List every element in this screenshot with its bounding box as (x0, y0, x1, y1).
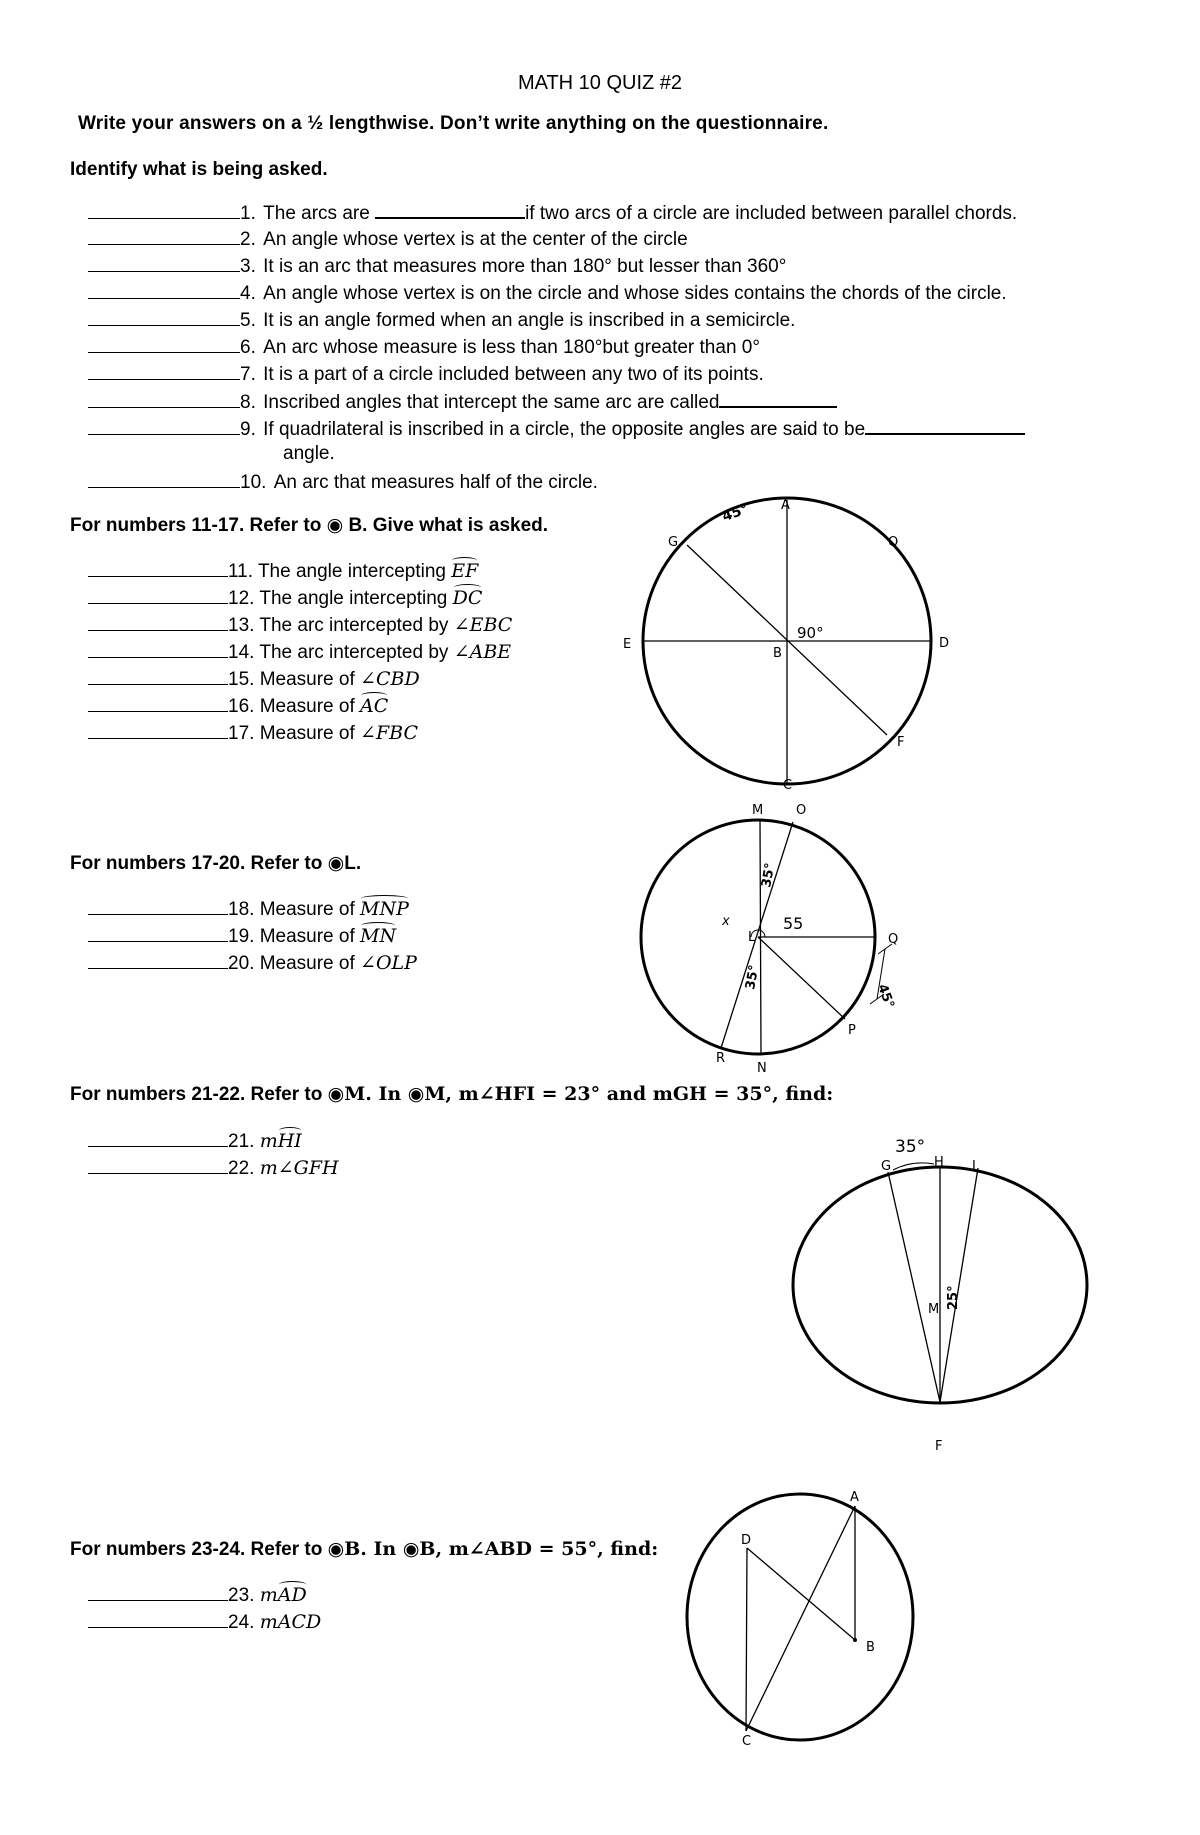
label-b: B (866, 1640, 875, 1655)
question-24: 24. mACD (88, 1610, 321, 1634)
circle-b2 (687, 1494, 913, 1740)
question-9-cont: angle. (283, 443, 335, 464)
label-e: E (623, 637, 632, 652)
label-a: A (850, 1490, 859, 1505)
identify-heading: Identify what is being asked. (70, 159, 328, 180)
label-c: C (783, 778, 793, 793)
question-11: 11. The angle intercepting EF (88, 559, 478, 583)
angle-25-label: 25° (946, 1285, 961, 1310)
label-h: H (934, 1155, 944, 1170)
chord-gf (888, 1172, 940, 1402)
label-o: O (796, 803, 807, 818)
chord-dc (746, 1548, 747, 1731)
label-g: G (881, 1159, 892, 1174)
chord-or (721, 822, 793, 1048)
question-17: 17. Measure of ∠FBC (88, 721, 418, 745)
section-23-24-heading: For numbers 23-24. Refer to ◉B. In ◉B, m∠ABD = 55°, find: (70, 1538, 659, 1560)
label-r: R (716, 1051, 726, 1066)
arc-35-label: 35° (895, 1137, 926, 1157)
question-5: 5. It is an angle formed when an angle is inscribed in a semicircle. (88, 308, 795, 332)
question-1: 1. The arcs are if two arcs of a circle are included between parallel chords. (88, 200, 1017, 225)
label-c: C (742, 1734, 752, 1749)
angle-45-label: 45° (720, 501, 751, 526)
angle-35-bottom-label: 35° (743, 963, 763, 991)
question-20: 20. Measure of ∠OLP (88, 951, 417, 975)
page-title: MATH 10 QUIZ #2 (517, 72, 683, 94)
angle-90-label: 90° (797, 624, 824, 642)
question-9: 9. If quadrilateral is inscribed in a circle, the opposite angles are said to be (88, 416, 1025, 441)
label-f: F (935, 1439, 943, 1454)
question-22: 22. m∠GFH (88, 1156, 339, 1180)
question-15: 15. Measure of ∠CBD (88, 667, 420, 691)
circle-b2-figure (687, 1490, 913, 1749)
section-21-22-heading: For numbers 21-22. Refer to ◉M. In ◉M, m∠HFI = 23° and mGH = 35°, find: (70, 1083, 834, 1105)
question-10: 10. An arc that measures half of the circle. (88, 470, 598, 494)
label-m: M (752, 803, 764, 818)
arc-45-label: 45° (874, 982, 897, 1011)
label-g: G (668, 535, 679, 550)
label-i: I (972, 1159, 976, 1174)
label-a: A (781, 498, 790, 513)
question-19: 19. Measure of MN (88, 924, 396, 948)
label-q: Q (888, 932, 899, 947)
radius-db (747, 1548, 855, 1640)
label-d: D (741, 1533, 752, 1548)
question-18: 18. Measure of MNP (88, 897, 409, 921)
circle-l-figure (641, 803, 898, 1076)
question-23: 23. mAD (88, 1583, 307, 1607)
question-14: 14. The arc intercepted by ∠ABE (88, 640, 511, 664)
label-f: F (897, 735, 905, 750)
question-4: 4. An angle whose vertex is on the circle and whose sides contains the chords of the circle. (88, 281, 1007, 305)
question-3: 3. It is an arc that measures more than 180° but lesser than 360° (88, 254, 786, 278)
section-11-17-heading: For numbers 11-17. Refer to ◉ B. Give what is asked. (70, 515, 549, 536)
label-m: M (928, 1302, 940, 1317)
question-2: 2. An angle whose vertex is at the center of the circle (88, 227, 688, 251)
label-p: P (848, 1023, 856, 1038)
question-16: 16. Measure of AC (88, 694, 388, 718)
angle-35-top-label: 35° (759, 861, 779, 889)
question-6: 6. An arc whose measure is less than 180°but greater than 0° (88, 335, 760, 359)
label-d: D (939, 636, 950, 651)
label-o: O (888, 535, 899, 550)
radius-lp (758, 937, 845, 1019)
center-point-b (853, 1638, 857, 1642)
circle-m-figure (793, 1137, 1087, 1454)
question-21: 21. mHI (88, 1129, 302, 1153)
angle-55-label: 55 (783, 914, 804, 933)
chord-ac (746, 1506, 855, 1731)
instructions: Write your answers on a ½ lengthwise. Don’t write anything on the questionnaire. (78, 113, 829, 134)
question-12: 12. The angle intercepting DC (88, 586, 482, 610)
label-b: B (773, 646, 782, 661)
section-17-20-heading: For numbers 17-20. Refer to ◉L. (70, 853, 362, 874)
circle-b-figure (623, 498, 949, 793)
question-13: 13. The arc intercepted by ∠EBC (88, 613, 512, 637)
label-n: N (757, 1061, 767, 1076)
question-8: 8. Inscribed angles that intercept the same arc are called (88, 389, 837, 414)
chord-if (940, 1168, 978, 1402)
label-l: L (748, 930, 756, 945)
label-x: x (722, 914, 730, 929)
question-7: 7. It is a part of a circle included between any two of its points. (88, 362, 764, 386)
